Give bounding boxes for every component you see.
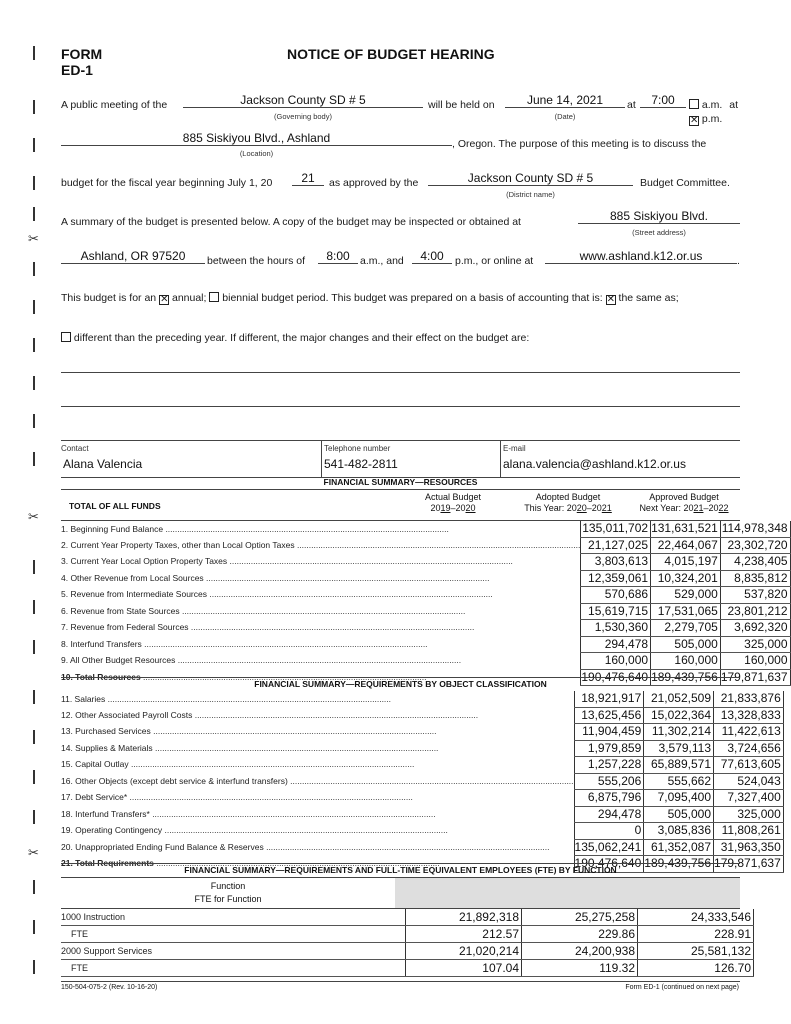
row-label-text: 19. Operating Contingency — [61, 825, 163, 836]
approved-budget-years: Next Year: 2021–2022 — [639, 503, 729, 513]
table-row — [61, 960, 754, 977]
amount-cell-b[interactable]: 505,000 — [644, 806, 714, 823]
leader-dots: ........................................................................................................................ — [162, 825, 448, 836]
row-label-text: 11. Salaries — [61, 693, 106, 704]
margin-tick — [33, 138, 35, 152]
biennial-label: biennial budget period. This budget was prepared on a basis of accounting that is: — [222, 292, 603, 304]
row-label — [61, 757, 574, 774]
table-row — [61, 521, 790, 537]
resources-header — [61, 489, 740, 521]
margin-tick — [33, 452, 35, 466]
amount-cell-b[interactable]: 25,275,258 — [522, 909, 638, 926]
row-label — [61, 926, 406, 943]
table-row — [61, 724, 783, 741]
amount-cell-b[interactable]: 505,000 — [651, 636, 721, 653]
table-row — [61, 757, 783, 774]
row-label — [61, 740, 574, 757]
amount-cell-a[interactable]: 12,359,061 — [581, 570, 651, 587]
amount-cell-c[interactable]: 8,835,812 — [720, 570, 790, 587]
table-row — [61, 839, 783, 856]
row-label-text: 8. Interfund Transfers — [61, 638, 142, 649]
leader-dots: ........................................................................................................................ — [140, 671, 427, 682]
period-punct: . — [737, 255, 740, 267]
margin-tick — [33, 560, 35, 574]
meeting-time-field[interactable]: 7:00 — [640, 93, 686, 108]
amount-cell-c[interactable]: 114,978,348 — [720, 521, 790, 537]
leader-dots: ........................................................................................................................ — [188, 622, 475, 633]
amount-cell-c[interactable]: 179,871,637 — [714, 856, 784, 873]
amount-cell-b[interactable]: 11,302,214 — [644, 724, 714, 741]
leader-dots: ........................................................................................................................ — [141, 638, 428, 649]
row-label — [61, 636, 581, 653]
footer-continued: Form ED-1 (continued on next page) — [625, 984, 739, 991]
amount-cell-c[interactable]: 77,613,605 — [714, 757, 784, 774]
fiscal-year-prefix: budget for the fiscal year beginning July 1, 20 — [61, 177, 273, 189]
amount-cell-a[interactable]: 21,127,025 — [581, 537, 651, 554]
amount-cell-b[interactable]: 15,022,364 — [644, 707, 714, 724]
margin-tick — [33, 176, 35, 190]
margin-tick — [33, 46, 35, 60]
district-caption: (District name) — [506, 190, 555, 199]
table-row — [61, 740, 783, 757]
amount-cell-a[interactable]: 160,000 — [581, 653, 651, 670]
actual-budget-label: Actual Budget — [424, 492, 482, 502]
amount-cell-b[interactable]: 3,085,836 — [644, 823, 714, 840]
margin-tick — [33, 376, 35, 390]
approved-by-label: as approved by the — [329, 177, 419, 189]
margin-tick — [33, 810, 35, 824]
amount-cell-a[interactable]: 135,011,702 — [581, 521, 651, 537]
row-label — [61, 909, 406, 926]
row-label-text: 6. Revenue from State Sources — [61, 605, 180, 616]
am-and-label: a.m., and — [360, 255, 404, 267]
changes-line-1[interactable] — [61, 372, 740, 373]
footer-form-number: 150-504-075-2 (Rev. 10-16-20) — [61, 984, 158, 991]
street-address-field[interactable]: 885 Siskiyou Blvd. — [578, 209, 740, 224]
pm-online-label: p.m., or online at — [455, 255, 534, 267]
leader-dots: ........................................................................................................................ — [163, 523, 449, 534]
table-row — [61, 537, 790, 554]
row-label — [61, 773, 574, 790]
amount-cell-c[interactable]: 31,963,350 — [714, 839, 784, 856]
amount-cell-a[interactable]: 294,478 — [581, 636, 651, 653]
row-label — [61, 806, 574, 823]
amount-cell-a[interactable]: 6,875,796 — [574, 790, 644, 807]
amount-cell-b[interactable]: 119.32 — [522, 960, 638, 977]
governing-body-field[interactable]: Jackson County SD # 5 — [183, 93, 423, 108]
phone-field[interactable]: 541-482-2811 — [324, 457, 398, 471]
amount-cell-b[interactable]: 21,052,509 — [644, 691, 714, 707]
table-row — [61, 620, 790, 637]
governing-body-caption: (Governing body) — [274, 112, 332, 121]
row-label — [61, 790, 574, 807]
location-field[interactable]: 885 Siskiyou Blvd., Ashland — [61, 131, 452, 146]
amount-cell-b[interactable]: 189,439,756 — [651, 669, 721, 686]
table-row — [61, 823, 783, 840]
amount-cell-c[interactable]: 4,238,405 — [720, 554, 790, 571]
table-row — [61, 707, 783, 724]
row-label-text: 7. Revenue from Federal Sources — [61, 622, 189, 633]
table-row — [61, 806, 783, 823]
row-label-text: 13. Purchased Services — [61, 726, 151, 737]
row-label-text: 10. Total Resources — [61, 671, 141, 682]
leader-dots: ........................................................................................................................ — [207, 589, 493, 600]
amount-cell-a[interactable]: 11,904,459 — [574, 724, 644, 741]
amount-cell-a[interactable]: 294,478 — [574, 806, 644, 823]
adopted-budget-header — [510, 492, 626, 514]
open-time-field[interactable]: 8:00 — [318, 249, 358, 264]
leader-dots: ........................................................................................................................ — [287, 775, 574, 786]
table-row — [61, 909, 754, 926]
leader-dots: ........................................................................................................................ — [150, 726, 437, 737]
at-label: at — [627, 99, 636, 111]
street-caption: (Street address) — [632, 228, 686, 237]
row-label-text: FTE — [71, 962, 88, 973]
row-label-text: 18. Interfund Transfers* — [61, 808, 150, 819]
amount-cell-c[interactable]: 25,581,132 — [638, 943, 754, 960]
changes-line-2[interactable] — [61, 406, 740, 407]
function-header — [61, 877, 740, 909]
date-caption: (Date) — [554, 112, 576, 121]
adopted-budget-years: This Year: 2020–2021 — [524, 503, 612, 513]
amount-cell-b[interactable]: 65,889,571 — [644, 757, 714, 774]
table-row — [61, 587, 790, 604]
row-label-text: 15. Capital Outlay — [61, 759, 129, 770]
row-label — [61, 570, 581, 587]
row-label-text: FTE — [71, 928, 88, 939]
row-label — [61, 554, 581, 571]
city-field[interactable]: Ashland, OR 97520 — [61, 249, 205, 264]
amount-cell-c[interactable]: 7,327,400 — [714, 790, 784, 807]
margin-tick — [33, 262, 35, 276]
pm-label: p.m. — [701, 113, 723, 125]
margin-tick — [33, 207, 35, 221]
table-row — [61, 773, 783, 790]
table-row — [61, 926, 754, 943]
margin-tick — [33, 920, 35, 934]
different-label: different than the preceding year. If different, the major changes and their effect on the budget are: — [73, 332, 530, 344]
margin-tick — [33, 338, 35, 352]
amount-cell-c[interactable]: 23,801,212 — [720, 603, 790, 620]
amount-cell-b[interactable]: 555,662 — [644, 773, 714, 790]
function-section-title: FINANCIAL SUMMARY—REQUIREMENTS AND FULL-TIME EQUIVALENT EMPLOYEES (FTE) BY FUNCTION — [61, 863, 740, 875]
amount-cell-a[interactable]: 3,803,613 — [581, 554, 651, 571]
leader-dots: ........................................................................................................................ — [203, 572, 490, 583]
amount-cell-c[interactable]: 325,000 — [720, 636, 790, 653]
fiscal-year-field[interactable]: 21 — [292, 171, 324, 186]
pm-checkbox[interactable]: ✕ — [690, 115, 699, 126]
row-label-text: 1. Beginning Fund Balance — [61, 523, 164, 534]
at-label-2: at — [729, 99, 739, 111]
row-label-text: 17. Debt Service* — [61, 792, 128, 803]
different-checkbox[interactable] — [61, 332, 71, 342]
same-label: the same as; — [618, 292, 679, 304]
leader-dots: ........................................................................................................................ — [179, 605, 466, 616]
amount-cell-c[interactable]: 11,808,261 — [714, 823, 784, 840]
scissors-icon: ✂ — [28, 232, 39, 247]
amount-cell-b[interactable]: 7,095,400 — [644, 790, 714, 807]
margin-tick — [33, 414, 35, 428]
amount-cell-a[interactable]: 212.57 — [406, 926, 522, 943]
margin-tick — [33, 960, 35, 974]
table-row — [61, 570, 790, 587]
margin-tick — [33, 300, 35, 314]
row-label-text: 4. Other Revenue from Local Sources — [61, 572, 204, 583]
scissors-icon: ✂ — [28, 510, 39, 525]
summary-text: A summary of the budget is presented below. A copy of the budget may be inspected or obtained at — [61, 216, 521, 228]
amount-cell-b[interactable]: 131,631,521 — [651, 521, 721, 537]
amount-cell-b[interactable]: 4,015,197 — [651, 554, 721, 571]
annual-label: annual; — [171, 292, 207, 304]
row-label-text: 3. Current Year Local Option Property Taxes — [61, 556, 228, 567]
amount-cell-c[interactable]: 3,724,656 — [714, 740, 784, 757]
amount-cell-c[interactable]: 3,692,320 — [720, 620, 790, 637]
table-row — [61, 691, 783, 707]
divider — [500, 441, 501, 477]
contact-name-field[interactable]: Alana Valencia — [63, 457, 143, 471]
amount-cell-c[interactable]: 228.91 — [638, 926, 754, 943]
amount-cell-c[interactable]: 24,333,546 — [638, 909, 754, 926]
margin-tick — [33, 640, 35, 654]
amount-cell-a[interactable]: 13,625,456 — [574, 707, 644, 724]
leader-dots: ........................................................................................................................ — [149, 808, 436, 819]
divider — [321, 441, 322, 477]
held-on-label: will be held on — [428, 99, 495, 111]
row-label — [61, 537, 581, 554]
adopted-budget-label: Adopted Budget — [535, 492, 601, 502]
amount-cell-a[interactable]: 21,892,318 — [406, 909, 522, 926]
approved-budget-header — [626, 492, 742, 514]
scissors-icon: ✂ — [28, 846, 39, 861]
row-label-text: 5. Revenue from Intermediate Sources — [61, 589, 207, 600]
amount-cell-b[interactable]: 229.86 — [522, 926, 638, 943]
row-label — [61, 521, 581, 537]
actual-budget-years: 2019–2020 — [430, 503, 476, 513]
leader-dots: ........................................................................................................................ — [227, 556, 513, 567]
hours-label: between the hours of — [207, 255, 306, 267]
leader-dots: ........................................................................................................................ — [175, 655, 462, 666]
row-label-text: 20. Unappropriated Ending Fund Balance & Reserves — [61, 841, 264, 852]
pm-option[interactable] — [689, 113, 722, 126]
website-field[interactable]: www.ashland.k12.or.us — [545, 249, 737, 264]
margin-tick — [33, 770, 35, 784]
row-label-text: 14. Supplies & Materials — [61, 742, 153, 753]
amount-cell-b[interactable]: 61,352,087 — [644, 839, 714, 856]
amount-cell-b[interactable]: 529,000 — [651, 587, 721, 604]
leader-dots: ........................................................................................................................ — [153, 858, 440, 869]
amount-cell-a[interactable]: 1,257,228 — [574, 757, 644, 774]
leader-dots: ........................................................................................................................ — [294, 539, 581, 550]
amount-cell-c[interactable]: 23,302,720 — [720, 537, 790, 554]
total-of-all-funds-label: TOTAL OF ALL FUNDS — [69, 501, 161, 511]
email-label: E-mail — [503, 444, 526, 453]
email-field[interactable]: alana.valencia@ashland.k12.or.us — [503, 457, 686, 471]
biennial-checkbox[interactable] — [209, 292, 219, 302]
table-row — [61, 653, 790, 670]
amount-cell-c[interactable]: 325,000 — [714, 806, 784, 823]
page-title: NOTICE OF BUDGET HEARING — [287, 46, 495, 62]
row-label-text: 2000 Support Services — [61, 945, 153, 956]
row-label — [61, 839, 574, 856]
amount-cell-a[interactable]: 18,921,917 — [574, 691, 644, 707]
oregon-purpose-text: , Oregon. The purpose of this meeting is to discuss the — [452, 138, 707, 150]
amount-cell-b[interactable]: 17,531,065 — [651, 603, 721, 620]
function-table — [61, 909, 754, 977]
row-label-text: 9. All Other Budget Resources — [61, 655, 176, 666]
amount-cell-a[interactable]: 1,979,859 — [574, 740, 644, 757]
row-label — [61, 603, 581, 620]
amount-cell-b[interactable]: 3,579,113 — [644, 740, 714, 757]
row-label — [61, 653, 581, 670]
amount-cell-c[interactable]: 11,422,613 — [714, 724, 784, 741]
fte-for-function-label: FTE for Function — [194, 894, 262, 904]
am-checkbox[interactable] — [689, 99, 699, 109]
table-row — [61, 943, 754, 960]
amount-cell-b[interactable]: 160,000 — [651, 653, 721, 670]
leader-dots: ........................................................................................................................ — [263, 841, 550, 852]
resources-section-title: FINANCIAL SUMMARY—RESOURCES — [323, 477, 478, 487]
table-row — [61, 554, 790, 571]
row-label — [61, 943, 406, 960]
row-label-text: 2. Current Year Property Taxes, other than Local Option Taxes — [61, 539, 295, 550]
amount-cell-a[interactable]: 555,206 — [574, 773, 644, 790]
amount-cell-a[interactable]: 0 — [574, 823, 644, 840]
amount-cell-a[interactable]: 107.04 — [406, 960, 522, 977]
location-caption: (Location) — [239, 149, 274, 158]
amount-cell-b[interactable]: 24,200,938 — [522, 943, 638, 960]
row-label — [61, 724, 574, 741]
meeting-prefix: A public meeting of the — [61, 99, 168, 111]
amount-cell-b[interactable]: 22,464,067 — [651, 537, 721, 554]
amount-cell-c[interactable]: 524,043 — [714, 773, 784, 790]
amount-cell-b[interactable]: 2,279,705 — [651, 620, 721, 637]
row-label — [61, 691, 574, 707]
amount-cell-c[interactable]: 126.70 — [638, 960, 754, 977]
same-checkbox[interactable]: ✕ — [606, 294, 615, 305]
shaded-header — [395, 878, 740, 908]
row-label — [61, 960, 406, 977]
leader-dots: ........................................................................................................................ — [152, 742, 439, 753]
form-id — [61, 46, 102, 78]
district-name-field[interactable]: Jackson County SD # 5 — [428, 171, 633, 186]
amount-cell-c[interactable]: 21,833,876 — [714, 691, 784, 707]
row-label — [61, 620, 581, 637]
resources-table — [61, 521, 791, 686]
budget-period-line — [61, 292, 679, 305]
amount-cell-b[interactable]: 10,324,201 — [651, 570, 721, 587]
amount-cell-a[interactable]: 15,619,715 — [581, 603, 651, 620]
amount-cell-c[interactable]: 13,328,833 — [714, 707, 784, 724]
requirements-section-title: FINANCIAL SUMMARY—REQUIREMENTS BY OBJECT CLASSIFICATION — [61, 677, 740, 689]
form-code: ED-1 — [61, 62, 93, 78]
margin-tick — [33, 880, 35, 894]
margin-tick — [33, 730, 35, 744]
row-label — [61, 823, 574, 840]
row-label — [61, 587, 581, 604]
amount-cell-a[interactable]: 1,530,360 — [581, 620, 651, 637]
amount-cell-a[interactable]: 21,020,214 — [406, 943, 522, 960]
actual-budget-header — [397, 492, 509, 514]
phone-label: Telephone number — [324, 444, 391, 453]
row-label — [61, 707, 574, 724]
contact-label: Contact — [61, 444, 89, 453]
am-label: a.m. — [701, 99, 723, 111]
row-label-text: 21. Total Requirements — [61, 858, 154, 869]
row-label-text: 16. Other Objects (except debt service & interfund transfers) — [61, 775, 288, 786]
margin-tick — [33, 690, 35, 704]
close-time-field[interactable]: 4:00 — [412, 249, 452, 264]
amount-cell-c[interactable]: 179,871,637 — [720, 669, 790, 686]
leader-dots: ........................................................................................................................ — [105, 693, 392, 704]
amount-cell-c[interactable]: 160,000 — [720, 653, 790, 670]
different-line — [61, 332, 529, 344]
meeting-date-field[interactable]: June 14, 2021 — [505, 93, 625, 108]
function-header-labels — [61, 880, 395, 906]
row-label-text: 12. Other Associated Payroll Costs — [61, 709, 193, 720]
amount-cell-a[interactable]: 190,476,640 — [581, 669, 651, 686]
amount-cell-c[interactable]: 537,820 — [720, 587, 790, 604]
row-label-text: 1000 Instruction — [61, 911, 126, 922]
amount-cell-a[interactable]: 190,476,640 — [574, 856, 644, 873]
annual-checkbox[interactable]: ✕ — [160, 294, 169, 305]
leader-dots: ........................................................................................................................ — [128, 759, 415, 770]
footer-rule — [61, 981, 740, 982]
period-text: This budget is for an — [61, 292, 157, 304]
contact-box — [61, 440, 740, 478]
amount-cell-b[interactable]: 189,439,756 — [644, 856, 714, 873]
am-option[interactable] — [689, 99, 738, 111]
amount-cell-a[interactable]: 135,062,241 — [574, 839, 644, 856]
function-label: Function — [210, 881, 246, 891]
approved-budget-label: Approved Budget — [649, 492, 719, 502]
requirements-table — [61, 691, 784, 873]
form-label: FORM — [61, 46, 103, 62]
margin-tick — [33, 600, 35, 614]
table-row — [61, 603, 790, 620]
amount-cell-a[interactable]: 570,686 — [581, 587, 651, 604]
leader-dots: ........................................................................................................................ — [127, 792, 413, 803]
table-row — [61, 790, 783, 807]
leader-dots: ........................................................................................................................ — [192, 709, 479, 720]
margin-tick — [33, 100, 35, 114]
table-row — [61, 636, 790, 653]
budget-committee-label: Budget Committee. — [640, 177, 730, 189]
